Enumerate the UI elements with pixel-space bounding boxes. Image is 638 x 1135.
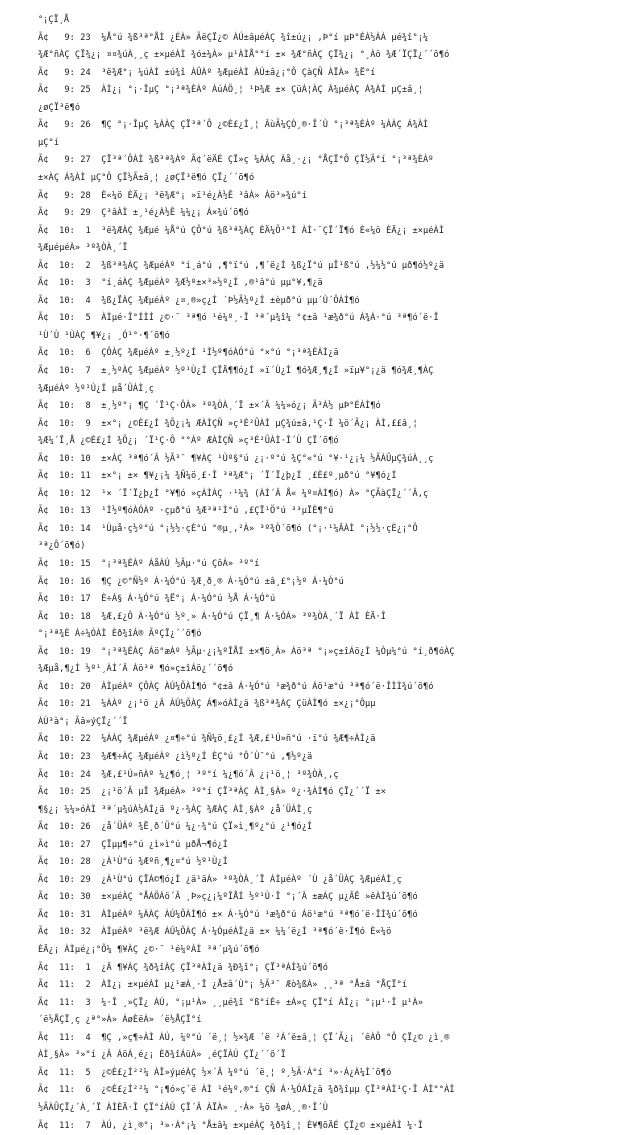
- text-line: Ã¢ 10: 8 ±¸½º°¡ ¶Ç ´Ï¹Ç·ÔÀ» ³º¾ÒÀ¸´Ï ±×´Â ¼¼»ó¿¡ Ã³À½ µÞ°ÉÀÌ¶ó: [38, 398, 628, 416]
- text-line: Ã¢ 11: 1 ¿Â ¶¥ÀÇ ¾ð¾îÀÇ ÇÏ³ªÀÌ¿ä ¾Ð¾î°¡ ÇÏ³ªÀÌ¾ú´õ¶ó: [38, 960, 628, 978]
- text-line: Ã¢ 10: 18 ¾Æ,£¿Ô Á·¼Ó°ú ½º¸» Á·¼Ó°ú ÇÏ¸¶ Á·¼ÓÀ» ³º¾ÒÀ¸´Ï ÀÌ ÈÄ·Î: [38, 609, 628, 627]
- text-line: Ã¢ 9: 29 Ç³âÀÌ ±¸¹é¿À½Ê ¼¼¿¡ Á×¾ú´õ¶ó: [38, 205, 628, 223]
- text-line: Ã¢ 10: 22 ¼ÀÀÇ ¾ÆµéÀº ¿¤¶÷°ú ¾Ñ¼ö¸£¿Í ¾Æ,£¹Ú»ñ°ú ·ï°ú ¾Æ¶÷ÀÌ¿ä: [38, 731, 628, 749]
- text-line: Ã¢ 11: 5 ¿©È£¿Í²²¼ ÀÎ»ýµéÀÇ ½×´Â ¼º°ú ´ë¸¦ º¸½Ã·Á°í ³»·Á¿À¼Ì´õ¶ó: [38, 1065, 628, 1083]
- text-line: ÈÄ¿¡ ÀÌµé¿¡°Ô¼ ¶¥ÀÇ ¿©·¯ ¹é¼ºÀÌ ³ª´µ¾ú´õ¶ó: [38, 942, 628, 960]
- document-page: [38, 12, 628, 1135]
- text-line: Ã¢ 10: 9 ±×°¡ ¿©È£¿Í ¾Õ¿¡¼ ÆÀÌÇÑ »ç³É²ÛÀÌ µÇ¾ú±â,¹Ç·Î ¼ö´Ã¿¡ ÀÌ,££â¸¦: [38, 416, 628, 434]
- text-line: Ã¢ 10: 5 ÀÌµé·Î°ÍÌÍ ¿©·¯ ³ª¶ó ¹é¼º¸·Î ³ª´µ¾î¼ °¢±â ¹æ¾ð°ú Á¾Á·°ú ³ª¶ó´ë·Î: [38, 310, 628, 328]
- text-line: ¾Æ¼´Ï¸Å ¿©È£¿Í ¾Õ¿¡ ´Ï¹Ç·Ô °°Àº ÆÀÌÇÑ »ç³É²ÛÀÌ·Î´Ù ÇÏ´õ¶ó: [38, 433, 628, 451]
- text-line: Ã¢ 10: 23 ¾Æ¶÷ÀÇ ¾ÆµéÀº ¿ì½º¿Í ÈÇ°ú °Ô´Ù¯°ú ,¶½º¿ä: [38, 749, 628, 767]
- text-line: Ã¢ 9: 25 ÀÌ¿¡ °¡·ÎµÇ °¡³ª¾ÈÀº ÀúÁÖ¸¦ ¹Þ¾Æ ±× ÇüÁ¦ÀÇ Á¾µéÀÇ Á¾ÀÌ µÇ±â¸¦: [38, 82, 628, 100]
- text-line: Ã¢ 10: 2 ¾ß³ª¾ÀÇ ¾ÆµéÀº °í¸á°ú ,¶°ï°ú ,¶´ë¿Í ¾ß¿Ï°ú µÎ¹ß°ú ,½¼½°ú µð¶ó½º¿ä: [38, 258, 628, 276]
- text-line: Ã¢ 10: 4 ¾ß¿ÏÀÇ ¾ÆµéÀº ¿¤¸®»ç¿Í ´Þ½Ã½º¿Í ±èµð°ú µµ´Ù´ÔÀÌ¶ó: [38, 293, 628, 311]
- text-line: ÀÌ¸§À» ³»°í ¿Â ÁöÁ¸é¿¡ Èð¾îÁüÀ» ¸éÇÏÀÚ ÇÏ¿´´õ´Ï: [38, 1047, 628, 1065]
- text-line: Ã¢ 10: 6 ÇÔÀÇ ¾ÆµéÀº ±¸½º¿Í ¹Ì½º¶óÀÓ°ú °×°ú °¡³ª¾ÈÀÌ¿ä: [38, 345, 628, 363]
- text-line: ¹Ù´Ù ¹ÙÀÇ ¶¥¿¡ ¸Ó¹°·¶´õ¶ó: [38, 328, 628, 346]
- text-line: ¾ÆµéÀº ½º¹Ù¿Í µå´ÜÀÌ¸ç: [38, 381, 628, 399]
- text-line: Ã¢ 10: 29 ¿À¹Ù°ú ÇÏÀ©¶ó¿Í ¿ä¹äÀ» ³º¾ÒÀ¸´Ï ÀÌµéÀº ´Ù ¿å´ÜÀÇ ¾ÆµéÀÌ¸ç: [38, 872, 628, 890]
- text-line: Ã¢ 9: 23 ¼Å°ú ¾ß³ª°ÅÌ ¿ÉÀ» ÃëÇÏ¿© ÀÚ±âµéÀÇ ¾î±ú¿¡ ,Þ°í µÞ°ÉÀ½ÀÀ µé¾î°¡¼: [38, 30, 628, 48]
- text-line: Ã¢ 10: 30 ±×µéÀÇ °ÅÁÖÁö´Â ¸Þ»ç¿¡¼ºÎÅÍ ½º¹Ù·Î °¡´Â ±æÀÇ µ¿ÂÊ »êÀÌ¾ú´õ¶ó: [38, 889, 628, 907]
- text-line: Ã¢ 10: 10 ±×ÀÇ ³ª¶ó´Â ½Ã³¯ ¶¥ÀÇ ¹Ùº§°ú ¿¡·º°ú ¾Ç°«°ú °¥·¹¿¡¼ ½ÃÀÛµÇ¾úÀ¸¸ç: [38, 451, 628, 469]
- text-line: Ã¢ 10: 19 °¡³ª¾ÈÀÇ Áö°æÀº ½Ãµ·¿¡¼ºÎÅÍ ±×¶ö¸À» Áö³ª °¡»ç±îÁö¿Í ¼Òµ¼°ú °í¸ð¶óÀÇ: [38, 644, 628, 662]
- text-line: Ã¢ 10: 14 ¹Ùµå·ç½º°ú °¡½½·çÈ°ú °®µ¸,²À» ³º¾Ò´õ¶ó (°¡·¹¼ÂÀÌ °¡½½·çÈ¿¡°Ô: [38, 521, 628, 539]
- text-line: Ã¢ 10: 28 ¿À¹Ù°ú ¾Æºñ¸¶¿¤°ú ½º¹Ù¿Í: [38, 854, 628, 872]
- text-line: Ã¢ 10: 11 ±×°¡ ±× ¶¥¿¡¼ ¾Ñ¼ö¸£·Î ³ª¾Æ°¡ ´Ï´Ï¿þ¿Í ¸£È£º¸µð°ú °¥¶ó¿Í: [38, 468, 628, 486]
- text-line: ÀÚ³à°¡ Ãâ»ýÇÏ¿´´Ï: [38, 714, 628, 732]
- text-line: Ã¢ 10: 26 ¿å´ÜÀº ¾Ë¸ð´Ü°ú ¼¿·¾°ú ÇÏ»ì¸¶º¿°ú ¿¹¶ó¿Í: [38, 819, 628, 837]
- text-line: Ã¢ 11: 2 ÀÌ¿¡ ±×µéÀÌ µ¿¹æÀ¸·Î ¿Å±â´Ù°¡ ½Ã³¯ Æò¾ßÀ» ¸¸³ª °Å±â °ÅÇÏ°í: [38, 977, 628, 995]
- text-line: Ã¢ 10: 12 ¹× ´Ï´Ï¿þ¿Í °¥¶ó »çÀÌÀÇ ·¹¼¾ (ÀÌ´Â Å« ¼º¤ÀÌ¶ó) À» °ÇÃàÇÏ¿´´Â,ç: [38, 486, 628, 504]
- text-line: Ã¢ 10: 27 ÇÏµµ¶÷°ú ¿ì»ì°ú µðÅ¬¶ó¿Í: [38, 837, 628, 855]
- text-line: ¾ÆµéµéÀ» ³º¾ÒÀ¸´Ï: [38, 240, 628, 258]
- text-line: Ã¢ 10: 17 È÷À§ Á·¼Ó°ú ¾Ë°¡ Á·¼Ó°ú ½Å Á·¼Ó°ú: [38, 591, 628, 609]
- document-title: °¡ÇÏ¸Å: [38, 12, 628, 30]
- text-line: Ã¢ 9: 24 ³ë¾Æ°¡ ¼úÀÌ ±ú¾î ÀÛÀº ¾ÆµéÀÌ ÀÚ±â¿¡°Ô ÇàÇÑ ÀÏÀ» ¾Ë°í: [38, 65, 628, 83]
- text-line: Ã¢ 10: 20 ÀÌµéÀº ÇÔÀÇ ÀÚ¼ÕÀÌ¶ó °¢±â Á·¼Ó°ú ¹æ¾ð°ú Áö¹æ°ú ³ª¶ó´ë·ÎÌÌ¾ú´õ¶ó: [38, 679, 628, 697]
- text-line: Ã¢ 10: 16 ¶Ç ¿©°Ñ½º Á·¼Ó°ú ¾Æ¸ð¸® Á·¼Ó°ú ±â¸£°¡½º Á·¼Ó°ú: [38, 574, 628, 592]
- text-line: Ã¢ 10: 32 ÀÌµéÀº ³ë¾Æ ÀÚ¼ÕÀÇ Á·¼ÓµéÀÌ¿ä ±× ¼¼´ë¿Í ³ª¶ó´ë·Î¶ó È«¼ö: [38, 924, 628, 942]
- text-line: ´ë½ÅÇÏ¸ç ¿ª°»À» ÁøÈëÀ» ´ë½ÅÇÏ°í: [38, 1012, 628, 1030]
- text-line: Ã¢ 10: 1 ³ë¾ÆÀÇ ¾Æµé ¼Å°ú ÇÔ°ú ¾ß³ª¾ÀÇ ÈÄ¼Õ¹°Ì ÀÌ·¨ÇÏ´Ï¶ó È«¼ö ÈÄ¿¡ ±×µéÀÌ: [38, 223, 628, 241]
- text-line: Ã¢ 10: 3 °í¸áÀÇ ¾ÆµéÀº ¾Æ½º±×³»½º¿Í ,®¹â°ú µµ°¥,¶¿ä: [38, 275, 628, 293]
- text-line: ¶§¿¡ ¼¼»óÀÌ ³ª´µ¾úÀ½ÀÌ¿ä º¿·¾ÀÇ ¾ÆÀÇ ÀÌ¸§Àº ¿å´ÜÀÌ¸ç: [38, 802, 628, 820]
- text-line: Ã¢ 10: 25 ¿¡¹ö´Â µÎ ¾ÆµéÀ» ³º°í ÇÏ³ªÀÇ ÀÌ¸§À» º¿·¾ÀÌ¶ó ÇÏ¿´´Ï ±×: [38, 784, 628, 802]
- text-line: Ã¢ 9: 26 ¶Ç °¡·ÎµÇ ¼ÀÀÇ ÇÏ³ª´Ô ¿©È£¿Í¸¦ ÂùÃ¼ÇÒ¸®·Î´Ù °¡³ª¾ÈÀº ¼ÀÀÇ Á¾ÀÌ: [38, 117, 628, 135]
- text-line: Ã¢ 9: 28 È«¼ö ÈÄ¿¡ ³ë¾Æ°¡ »ï¹é¿À½Ê ³âÀ» Áö³»¾ú°í: [38, 188, 628, 206]
- text-line: ¿øÇÏ³ë¶ó: [38, 100, 628, 118]
- text-line: ½ÃÀÛÇÏ¿´À¸´Ï ÀÌÈÄ·Î ÇÏ°íÀÚ ÇÏ´Â ÀÏÀ» ¸·À» ¼ö ¾øÀ¸¸®·Î´Ù: [38, 1100, 628, 1118]
- text-line: Ã¢ 10: 15 °¡³ª¾ÈÀº ÀåÀÚ ½Ãµ·°ú ÇôÀ» ³º°í: [38, 556, 628, 574]
- text-line: Ã¢ 10: 24 ¾Æ,£¹Ú»ñÀº ¼¿¶ó¸¦ ³º°í ¼¿¶ó´Â ¿¡¹ö¸¦ ³º¾ÒÀ¸,ç: [38, 767, 628, 785]
- text-line: Ã¢ 10: 13 ¹Ì½º¶óÀÓÀº ·çµð°ú ¾Æ³ª¹Ì°ú ,£ÇÏ¹Ö°ú ³³µÏÈ¶°ú: [38, 503, 628, 521]
- text-line: Ã¢ 11: 6 ¿©È£¿Í²²¼ °¡¶ó»ç´ë ÀÌ ¹é¼º,®°í ÇÑ Á·¼ÓÀÌ¿ä ¾ð¾îµµ ÇÏ³ªÀÌ¹Ç·Î ÀÌ°°ÀÌ: [38, 1082, 628, 1100]
- text-line: ±×ÀÇ Á¾ÀÌ µÇ°Ô ÇÏ½Ã±â¸¦ ¿øÇÏ³ë¶ó ÇÏ¿´´õ¶ó: [38, 170, 628, 188]
- text-line: Ã¢ 10: 7 ±¸½ºÀÇ ¾ÆµéÀº ½º¹Ù¿Í ÇÏÄ¶¶ó¿Í »ï´Ù¿Í ¶ó¾Æ¸¶¿Í »ïµ¥°¡¿ä ¶ó¾Æ¸¶ÀÇ: [38, 363, 628, 381]
- text-line: °¡³ª¾È Á÷¼ÓÀÌ Èð¾îÁ® ÃºÇÏ¿´´õ¶ó: [38, 626, 628, 644]
- text-line: ¾Æ°ñÀÇ ÇÏ¾¿¡ ¤¤¾úÀ¸¸ç ±×µéÀÌ ¾ó±¼À» µ¹ÀÌÅ°°í ±× ¾Æ°ñÀÇ ÇÏ¾¿¡ °¸Àö ¾Æ´ÏÇÏ¿´´õ¶ó: [38, 47, 628, 65]
- text-line: Ã¢ 10: 31 ÀÌµéÀº ¼ÀÀÇ ÀÚ¼ÕÀÌ¶ó ±× Á·¼Ó°ú ¹æ¾ð°ú Áö¹æ°ú ³ª¶ó´ë·ÎÌ¾ú´õ¶ó: [38, 907, 628, 925]
- text-line: ³ª¿Ô´õ¶ó): [38, 538, 628, 556]
- text-line: µÇ°í: [38, 135, 628, 153]
- text-line: Ã¢ 10: 21 ¼ÀÀº ¿¡¹ö ¿Â ÀÚ¼ÕÀÇ Á¶»óÀÌ¿ä ¾ß³ª¾ÀÇ ÇüÀÌ¶ó ±×¿¡°Ôµµ: [38, 696, 628, 714]
- text-line: Ã¢ 11: 4 ¶Ç ,»ç¶÷ÀÌ ÀÚ, ¼º°ú ´ë¸¦ ½×¾Æ ´ë ²À´ë±â¸¦ ÇÏ´Ã¿¡ ´êÀÔ °Ô ÇÏ¿© ¿ì¸®: [38, 1030, 628, 1048]
- text-line: ¾Æµå,¶¿Í ½º¹¸ÀÌ´Â Áö³ª ¶ó»ç±îÁö¿´´õ¶ó: [38, 661, 628, 679]
- text-line: Ã¢ 11: 3 ¼·Î ¸»ÇÏ¿ ÀÚ, °¡µ¹À» ¸¸µé¾î °ß°íÈ÷ ±Á»ç ÇÏ°í ÀÌ¿¡ °¡µ¹·Î µ¹À»: [38, 995, 628, 1013]
- text-line: Ã¢ 9: 27 ÇÏ³ª´ÔÀÌ ¾ß³ª¾Àº Ã¢´ëÄÉ ÇÏ»ç ¼ÀÀÇ Àå¸·¿¡ °ÅÇÏ°Ô ÇÏ½Ã°í °¡³ª¾ÈÀº: [38, 152, 628, 170]
- text-line: Ã¢ 11: 7 ÀÚ, ¿ì¸®°¡ ³»·Á°¡¼ °Å±â¼ ±×µéÀÇ ¾ð¾î¸¦ È¥¶õÄÉ ÇÏ¿© ±×µéÀÌ ¼·Î: [38, 1118, 628, 1135]
